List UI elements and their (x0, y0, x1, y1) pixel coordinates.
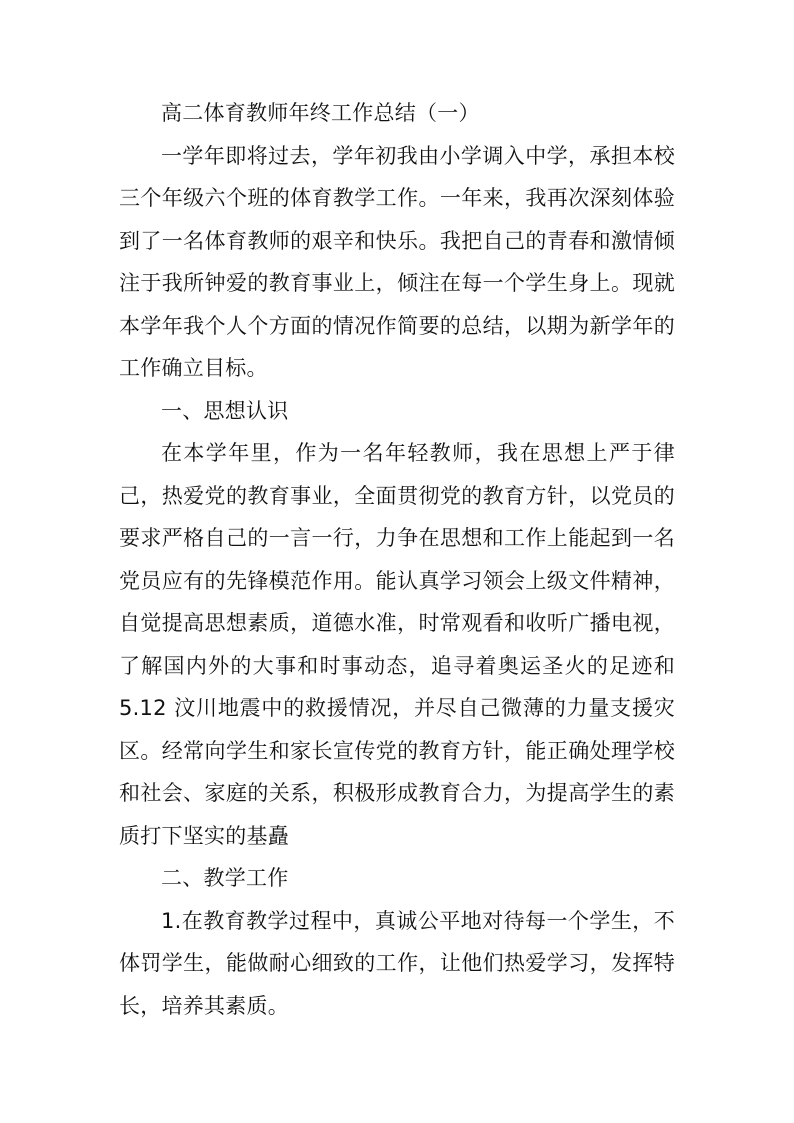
intro-paragraph: 一学年即将过去，学年初我由小学调入中学，承担本校三个年级六个班的体育教学工作。一年来，我再次深刻体验到了一名体育教师的艰辛和快乐。我把自己的青春和激情倾注于我所钟爱的教育事业上，倾注在每一个学生身上。现就本学年我个人个方面的情况作简要的总结，以期为新学年的工作确立目标。 (119, 143, 675, 380)
document-title: 高二体育教师年终工作总结（一） (161, 101, 480, 125)
document-body (119, 92, 675, 1027)
section-heading-teaching: 二、教学工作 (161, 866, 289, 890)
section-paragraph-teaching: 1.在教育教学过程中，真诚公平地对待每一个学生，不体罚学生，能做耐心细致的工作，让他们热爱学习，发挥特长，培养其素质。 (119, 908, 675, 1018)
section-heading-thought: 一、思想认识 (161, 398, 289, 423)
section-paragraph-thought: 在本学年里，作为一名年轻教师，我在思想上严于律己，热爱党的教育事业，全面贯彻党的教育方针，以党员的要求严格自己的一言一行，力争在思想和工作上能起到一名党员应有的先锋模范作用。能认真学习领会上级文件精神，自觉提高思想素质，道德水准，时常观看和收听广播电视，了解国内外的大事和时事动态，追寻着奥运圣火的足迹和 5.12 汶川地震中的救援情况，并尽自己微薄的力量支援灾区。经常向学生和家长宣传党的教育方针，能正确处理学校和社会、家庭的关系，积极形成教育合力，为提高学生的素质打下坚实的基矗 (119, 441, 675, 848)
